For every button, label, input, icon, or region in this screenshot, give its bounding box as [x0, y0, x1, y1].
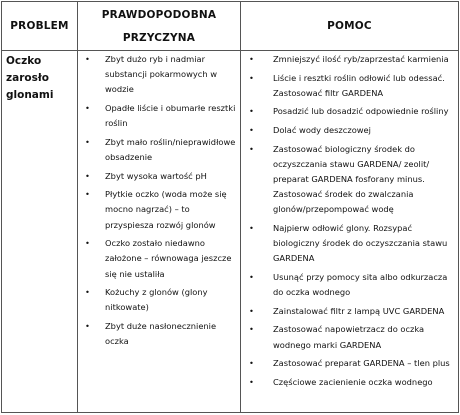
- remedy-item: [249, 375, 454, 390]
- cause-item: [85, 187, 236, 233]
- cause-item: [85, 319, 236, 349]
- bullet-marker: •: [85, 320, 90, 331]
- cause-text: Oczko zostało niedawno założone – równowaga jeszcze się nie ustaliła: [105, 238, 232, 279]
- bullet-marker: •: [249, 358, 254, 369]
- bullet-marker: •: [249, 72, 254, 83]
- bullet-marker: •: [249, 324, 254, 335]
- bullet-marker: •: [85, 189, 90, 200]
- remedies-list: [241, 51, 458, 390]
- cause-text: Płytkie oczko (woda może się mocno nagrzać) – to przyspiesza rozwój glonów: [105, 189, 227, 230]
- remedies-cell: [241, 51, 459, 413]
- problem-line2: zarosło: [6, 72, 49, 84]
- bullet-marker: •: [249, 124, 254, 135]
- bullet-marker: •: [249, 106, 254, 117]
- cause-item: [85, 169, 236, 184]
- cause-text: Opadłe liście i obumarłe resztki roślin: [105, 103, 236, 129]
- cause-text: Zbyt wysoka wartość pH: [105, 170, 207, 181]
- remedy-item: [249, 123, 454, 138]
- bullet-marker: •: [249, 143, 254, 154]
- bullet-marker: •: [85, 54, 90, 64]
- header-row: [2, 2, 459, 51]
- remedy-text: Zastosować biologiczny środek do oczyszczania stawu GARDENA/ zeolit/ preparat GARDENA fosforany minus. Zastosować środek do zwalczania glonów/przepompować wodę: [273, 143, 430, 215]
- remedy-text: Usunąć przy pomocy sita albo odkurzacza do oczka wodnego: [273, 271, 448, 298]
- bullet-marker: •: [85, 170, 90, 181]
- cause-text: Zbyt dużo ryb i nadmiar substancji pokarmowych w wodzie: [105, 54, 218, 95]
- remedy-text: Zastosować preparat GARDENA – tlen plus: [273, 358, 450, 369]
- remedy-item: [249, 304, 454, 319]
- problem-table: [1, 1, 459, 413]
- remedy-text: Dolać wody deszczowej: [273, 124, 371, 135]
- bullet-marker: •: [249, 54, 254, 64]
- cause-item: [85, 285, 236, 315]
- header-cause-line1: PRAWDOPODOBNA: [101, 9, 217, 21]
- cause-item: [85, 236, 236, 282]
- causes-cell: [78, 51, 241, 413]
- remedy-text: Liście i resztki roślin odłowić lub odessać. Zastosować filtr GARDENA: [273, 72, 445, 98]
- cause-item: [85, 101, 236, 131]
- header-remedy: POMOC: [241, 2, 459, 51]
- remedy-item: [249, 270, 454, 300]
- remedy-text: Posadzić lub dosadzić odpowiednie rośliny: [273, 106, 449, 117]
- problem-cell: [2, 51, 78, 413]
- problem-line1: Oczko: [6, 55, 42, 67]
- content-row: [2, 51, 459, 413]
- problem-line3: glonami: [6, 89, 54, 101]
- header-cause-line2: PRZYCZYNA: [122, 32, 196, 44]
- bullet-marker: •: [249, 222, 254, 233]
- remedy-text: Zastosować napowietrzacz do oczka wodnego marki GARDENA: [273, 324, 425, 350]
- bullet-marker: •: [249, 271, 254, 282]
- remedy-item: [249, 142, 454, 218]
- bullet-marker: •: [85, 238, 90, 249]
- causes-list: [78, 51, 240, 349]
- remedy-text: Najpierw odłowić glony. Rozsypać biologiczny środek do oczyszczania stawu GARDENA: [273, 222, 448, 264]
- bullet-marker: •: [85, 136, 90, 147]
- header-problem: PROBLEM: [2, 2, 78, 51]
- remedy-text: Zmniejszyć ilość ryb/zaprzestać karmienia: [273, 54, 449, 64]
- remedy-item: [249, 104, 454, 119]
- remedy-item: [249, 322, 454, 352]
- cause-text: Kożuchy z glonów (glony nitkowate): [105, 287, 208, 313]
- bullet-marker: •: [85, 103, 90, 113]
- remedy-item: [249, 221, 454, 267]
- bullet-marker: •: [249, 305, 254, 316]
- cause-text: Zbyt mało roślin/nieprawidłowe obsadzenie: [105, 136, 236, 162]
- header-cause: [78, 2, 241, 51]
- cause-text: Zbyt duże nasłonecznienie oczka: [105, 320, 217, 347]
- remedy-item: [249, 356, 454, 371]
- remedy-text: Zainstalować filtr z lampą UVC GARDENA: [273, 305, 445, 316]
- remedy-item: [249, 52, 454, 67]
- cause-item: [85, 135, 236, 165]
- bullet-marker: •: [249, 376, 254, 387]
- cause-item: [85, 52, 236, 98]
- remedy-text: Częściowe zacienienie oczka wodnego: [273, 376, 433, 387]
- bullet-marker: •: [85, 287, 90, 298]
- remedy-item: [249, 71, 454, 101]
